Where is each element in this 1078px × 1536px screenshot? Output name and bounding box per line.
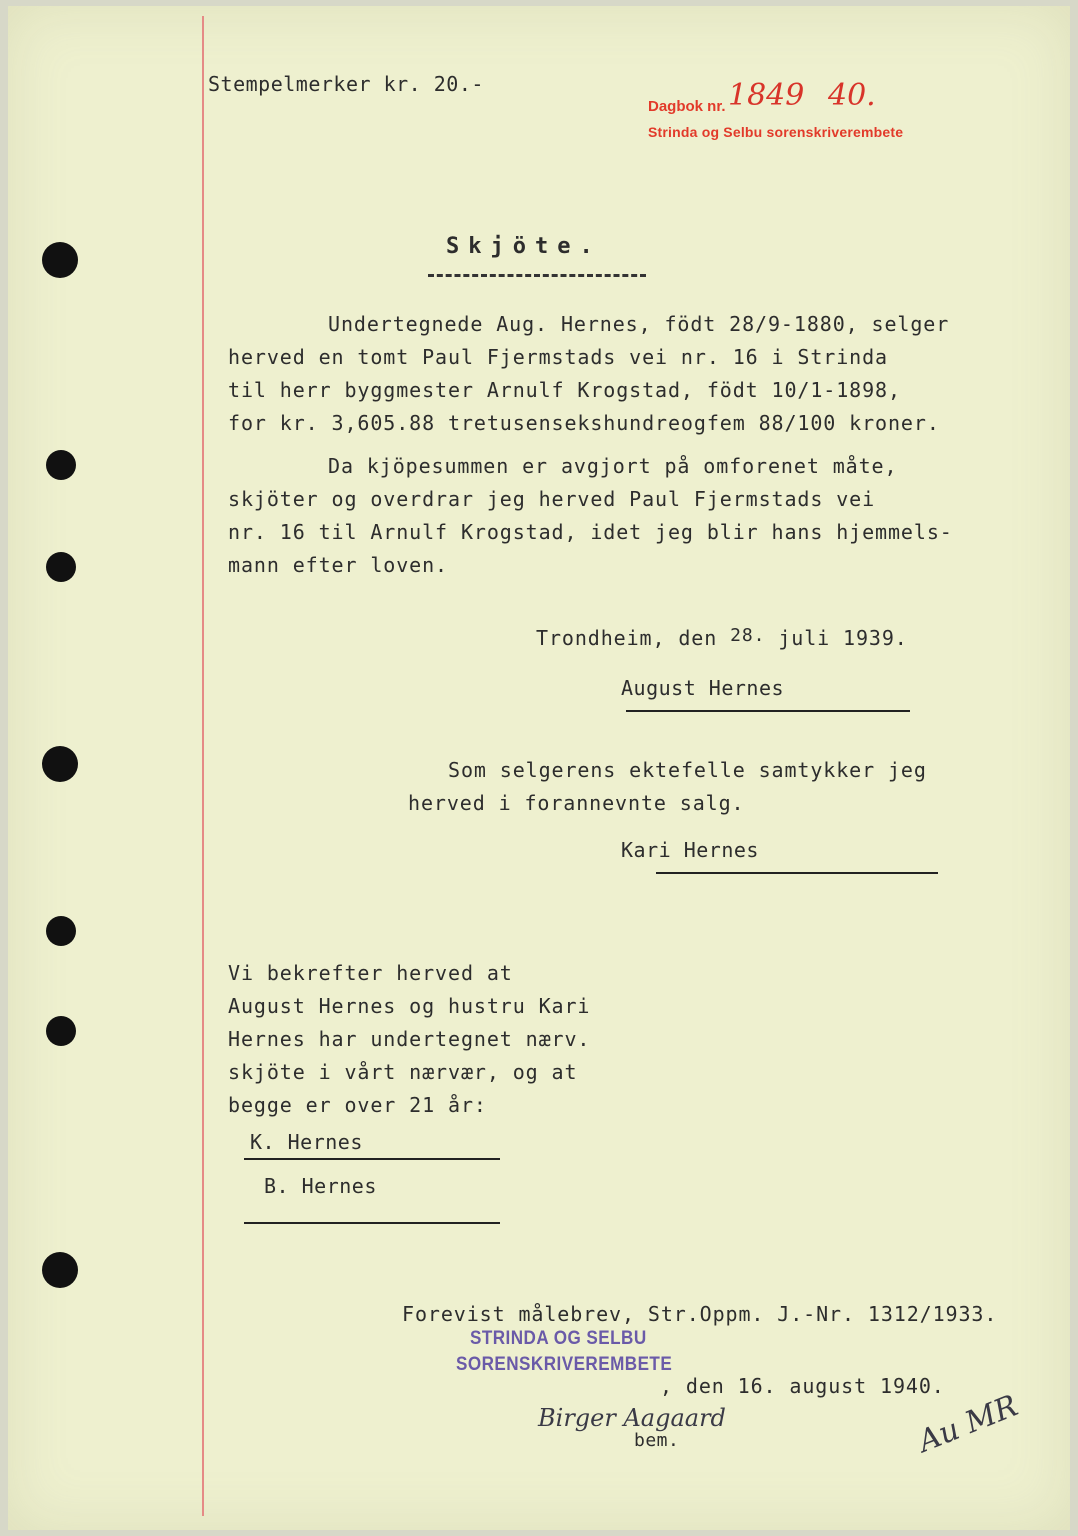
registration-date: , den 16. august 1940. bbox=[660, 1374, 945, 1398]
witness-text-line: Hernes har undertegnet nærv. bbox=[228, 1027, 591, 1051]
punch-hole bbox=[42, 1252, 78, 1288]
journal-number: 1849 bbox=[728, 78, 805, 113]
punch-hole bbox=[46, 916, 76, 946]
signature-line bbox=[244, 1158, 500, 1160]
paragraph-line: Undertegnede Aug. Hernes, födt 28/9-1880, selger bbox=[328, 312, 950, 336]
survey-note: Forevist målebrev, Str.Oppm. J.-Nr. 1312/1933. bbox=[402, 1302, 998, 1326]
title-underline bbox=[428, 274, 646, 277]
court-stamp-line: SORENSKRIVEREMBETE bbox=[456, 1354, 673, 1375]
witness-signature: B. Hernes bbox=[264, 1174, 377, 1198]
initials: Au MR bbox=[913, 1388, 1023, 1460]
place-date bbox=[536, 626, 908, 650]
signature-line bbox=[626, 710, 910, 712]
clerk-title: bem. bbox=[634, 1430, 680, 1451]
punch-hole bbox=[42, 242, 78, 278]
red-margin-line bbox=[202, 16, 204, 1516]
place-date-day: 28. bbox=[730, 625, 766, 646]
punch-hole bbox=[46, 552, 76, 582]
document-page bbox=[8, 6, 1070, 1530]
witness-signature: K. Hernes bbox=[250, 1130, 363, 1154]
document-title: Skjöte. bbox=[446, 234, 602, 259]
stamp-fee-line: Stempelmerker kr. 20.- bbox=[208, 72, 484, 96]
paragraph-line: Da kjöpesummen er avgjort på omforenet måte, bbox=[328, 454, 898, 478]
signature-line bbox=[656, 872, 938, 874]
punch-hole bbox=[46, 450, 76, 480]
clerk-signature: Birger Aagaard bbox=[538, 1404, 726, 1432]
witness-text-line: skjöte i vårt nærvær, og at bbox=[228, 1060, 578, 1084]
paragraph-line: mann efter loven. bbox=[228, 553, 448, 577]
punch-hole bbox=[42, 746, 78, 782]
signature-line bbox=[244, 1222, 500, 1224]
witness-text-line: begge er over 21 år: bbox=[228, 1093, 487, 1117]
seller-signature: August Hernes bbox=[621, 676, 785, 700]
spouse-signature: Kari Hernes bbox=[621, 838, 759, 862]
paragraph-line: for kr. 3,605.88 tretusensekshundreogfem 88/100 kroner. bbox=[228, 411, 940, 435]
journal-stamp-office: Strinda og Selbu sorenskriverembete bbox=[648, 124, 904, 140]
consent-line: herved i forannevnte salg. bbox=[408, 791, 745, 815]
place-date-prefix: Trondheim, den bbox=[536, 626, 718, 650]
witness-text-line: Vi bekrefter herved at bbox=[228, 961, 513, 985]
paragraph-line: til herr byggmester Arnulf Krogstad, födt 10/1-1898, bbox=[228, 378, 901, 402]
paragraph-line: nr. 16 til Arnulf Krogstad, idet jeg blir hans hjemmels- bbox=[228, 520, 953, 544]
place-date-rest: juli 1939. bbox=[778, 626, 908, 650]
court-stamp-line: STRINDA OG SELBU bbox=[470, 1328, 647, 1349]
witness-text-line: August Hernes og hustru Kari bbox=[228, 994, 591, 1018]
consent-line: Som selgerens ektefelle samtykker jeg bbox=[448, 758, 927, 782]
journal-stamp-prefix: Dagbok nr. bbox=[648, 98, 726, 115]
paragraph-line: skjöter og overdrar jeg herved Paul Fjermstads vei bbox=[228, 487, 876, 511]
punch-hole bbox=[46, 1016, 76, 1046]
journal-year: 40. bbox=[828, 78, 876, 113]
paragraph-line: herved en tomt Paul Fjermstads vei nr. 16 i Strinda bbox=[228, 345, 888, 369]
